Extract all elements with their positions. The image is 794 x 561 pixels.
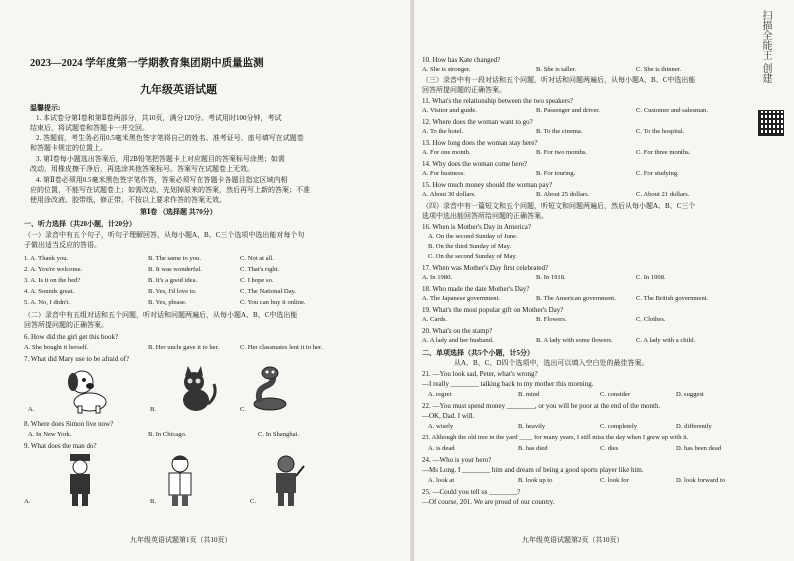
option: B. It's a good idea. (148, 277, 198, 284)
option: C. look for (600, 477, 629, 484)
option: B. She is taller. (536, 66, 577, 73)
option: A. About 30 dollars. (422, 191, 476, 198)
notice-line: 3. 第Ⅰ卷每小题选出答案后，用2B铅笔把答题卡上对应题目的答案标号涂黑；如需 (36, 155, 285, 163)
option: D. look forward to (676, 477, 726, 484)
option: D. has been dead (676, 445, 722, 452)
option: 3. A. Is it on the bed? (24, 277, 81, 284)
option: C. She is thinner. (636, 66, 682, 73)
page-footer: 九年级英语试题第2页（共10页） (522, 536, 624, 544)
question: 13. How long does the woman stay here? (422, 139, 538, 147)
section-instruction: 回答所提问题的正确答案。 (24, 321, 108, 329)
option: A. look at (428, 477, 455, 484)
option: A. In 1980. (422, 274, 453, 281)
section-instruction: 从A、B、C、D四个选项中，选出可以填入空白处的最佳答案。 (454, 359, 649, 367)
question: 19. What's the most popular gift on Mother's Day? (422, 306, 564, 314)
notice-heading: 温馨提示: (30, 104, 61, 112)
section-heading: 二、单项选择（共5个小题，计5分） (422, 349, 534, 357)
scanner-watermark-text: 扫描全能王 创建 (760, 10, 771, 84)
notice-line: 4. 第Ⅱ卷必须用0.5毫米黑色签字笔作答，答案必须写在答题卡各题目指定区域内相 (36, 176, 288, 184)
option: A. Visitor and guide. (422, 107, 477, 114)
question: 9. What does the man do? (24, 442, 97, 450)
option: B. Yes, please. (148, 299, 187, 306)
picture-label: B. (150, 406, 157, 413)
dog-picture (60, 366, 116, 414)
option: A. The Japanese government. (422, 295, 501, 302)
picture-label: B. (150, 498, 157, 505)
option: C. In 1908. (636, 274, 666, 281)
option: C. The National Day. (240, 288, 297, 295)
question: 23. Although the old tree in the yard ____ for many years, I still miss the day when I grew up with it. (422, 434, 689, 441)
question: 12. Where does the woman want to go? (422, 118, 533, 126)
question: 24. —Who is your hero? (422, 456, 492, 464)
option: C. A lady with a child. (636, 337, 696, 344)
option: B. has died (518, 445, 548, 452)
option: B. For two months. (536, 149, 588, 156)
option: D. suggest (676, 391, 704, 398)
worker-picture (268, 452, 308, 508)
option: 2. A. You're welcome. (24, 266, 83, 273)
option: C. Not at all. (240, 255, 274, 262)
option: A. On the second Sunday of June. (428, 233, 518, 240)
policeman-picture (60, 452, 100, 508)
notice-line: 和答题卡规定的位置上。 (30, 144, 107, 152)
qr-code-icon (758, 110, 784, 136)
doctor-picture (160, 452, 200, 508)
section-instruction: 选项中选出能回答所给问题的正确答案。 (422, 212, 548, 220)
section-instruction: （三）录音中有一段对话和五个问题，听对话和问题两遍后，从每小题A、B、C中选出能 (422, 76, 696, 84)
question: 8. Where does Simon live now? (24, 420, 114, 428)
notice-line: 使用涂改液、胶带纸、修正带。不按以上要求作答的答案无效。 (30, 196, 226, 204)
section-instruction: 子做出适当反应的答语。 (24, 241, 101, 249)
question: 22. —You must spend money ________, or you will be poor at the end of the month. (422, 402, 661, 410)
option: B. On the third Sunday of May. (428, 243, 512, 250)
option: B. To the cinema. (536, 128, 583, 135)
option: C. Her classmates lent it to her. (240, 344, 323, 351)
page-footer: 九年级英语试题第1页（共10页） (130, 536, 232, 544)
option: B. A lady with some flowers. (536, 337, 613, 344)
snake-picture (248, 364, 294, 414)
notice-line: 2. 答题前，考生务必用0.5毫米黑色签字笔将自己的姓名、准考证号、座号填写在试题卷 (36, 134, 304, 142)
question: 15. How much money should the woman pay? (422, 181, 553, 189)
section-instruction: 回答所提问题的正确答案。 (422, 86, 506, 94)
notice-line: 结束后，将试题卷和答题卡一并交回。 (30, 124, 149, 132)
option: A. To the hotel. (422, 128, 463, 135)
question: 14. Why does the woman come here? (422, 160, 528, 168)
option: C. For three months. (636, 149, 691, 156)
question: 18. Who made the date Mother's Day? (422, 285, 530, 293)
picture-label: C. (240, 406, 247, 413)
option: A. In New York. (28, 431, 72, 438)
option: C. completely (600, 423, 637, 430)
option: C. Customer and salesman. (636, 107, 708, 114)
option: B. In 1918. (536, 274, 566, 281)
option: A. She bought it herself. (24, 344, 89, 351)
option: B. It was wonderful. (148, 266, 203, 273)
option: C. For studying. (636, 170, 679, 177)
option: C. You can buy it online. (240, 299, 306, 306)
option: C. On the second Sunday of May. (428, 253, 517, 260)
question: 7. What did Mary use to be afraid of? (24, 355, 130, 363)
option: C. I hope so. (240, 277, 274, 284)
option: C. dies (600, 445, 619, 452)
notice-line: 改动，用橡皮擦干净后，再选涂其他答案标号。答案写在试题卷上无效。 (30, 165, 254, 173)
exam-subtitle: 九年级英语试题 (140, 84, 217, 96)
section-instruction: （一）录音中有五个句子，听句子理解回答，从每小题A、B、C三个选项中选出能对每个句 (24, 231, 305, 239)
option: C. About 21 dollars. (636, 191, 690, 198)
question: 10. How has Kate changed? (422, 56, 501, 64)
option: 5. A. No, I didn't. (24, 299, 70, 306)
right-page (414, 0, 794, 561)
option: C. Clothes. (636, 316, 666, 323)
question: —Ms Long. I ________ him and dream of being a good sports player like him. (422, 466, 644, 474)
section-instruction: （二）录音中有五组对话和五个问题，听对话和问题两遍后，从每小题A、B、C中选出能 (24, 311, 298, 319)
option: B. The American government. (536, 295, 616, 302)
part1-heading: 第Ⅰ卷 （选择题 共70分） (140, 208, 217, 216)
option: A. For business. (422, 170, 465, 177)
option: A. A lady and her husband. (422, 337, 494, 344)
option: B. Passenger and driver. (536, 107, 600, 114)
question: 17. When was Mother's Day first celebrated? (422, 264, 549, 272)
option: B. Yes, I'd love to. (148, 288, 197, 295)
option: C. The British government. (636, 295, 709, 302)
option: A. Cards. (422, 316, 448, 323)
option: B. heavily (518, 423, 546, 430)
option: 4. A. Sounds great. (24, 288, 75, 295)
notice-line: 1. 本试卷分第Ⅰ卷和第Ⅱ卷两部分，共10页，满分120分。考试用时100分钟，考试 (36, 114, 282, 122)
option: C. In Shanghai. (258, 431, 300, 438)
picture-label: A. (24, 498, 31, 505)
question: 11. What's the relationship between the two speakers? (422, 97, 573, 105)
option: A. is dead (428, 445, 455, 452)
option: A. wisely (428, 423, 454, 430)
option: A. regret (428, 391, 452, 398)
option: B. Her uncle gave it to her. (148, 344, 220, 351)
question: 21. —You look sad, Peter, what's wrong? (422, 370, 538, 378)
section-instruction: （四）录音中有一篇短文和五个问题，听短文和问题两遍后，然后从每小题A、B、C三个 (422, 202, 696, 210)
section-heading: 一、听力选择（共20小题，计20分） (24, 220, 136, 228)
cat-picture (170, 366, 220, 414)
question: —OK, Dad. I will. (422, 412, 475, 420)
option: B. For touring. (536, 170, 576, 177)
question: —I really ________ talking back to my mother this morning. (422, 380, 594, 388)
option: B. About 25 dollars. (536, 191, 590, 198)
option: A. For one month. (422, 149, 471, 156)
option: D. differently (676, 423, 712, 430)
option: B. In Chicago. (148, 431, 187, 438)
exam-title: 2023—2024 学年度第一学期教育集团期中质量监测 (30, 58, 264, 69)
question: —Of course, 201. We are proud of our country. (422, 498, 555, 506)
notice-line: 应的位置，不能写在试题卷上；如需改动，先划掉原来的答案，然后再写上新的答案；不准 (30, 186, 310, 194)
picture-label: C. (250, 498, 257, 505)
option: C. That's right. (240, 266, 280, 273)
option: B. mind (518, 391, 540, 398)
question: 6. How did the girl get this book? (24, 333, 119, 341)
question: 25. —Could you tell us ________? (422, 488, 521, 496)
option: B. look up to (518, 477, 553, 484)
question: 20. What's on the stamp? (422, 327, 493, 335)
question: 16. When is Mother's Day in America? (422, 223, 532, 231)
option: 1. A. Thank you. (24, 255, 69, 262)
option: C. consider (600, 391, 631, 398)
picture-label: A. (28, 406, 35, 413)
option: A. She is stronger. (422, 66, 471, 73)
option: B. The same to you. (148, 255, 201, 262)
option: B. Flowers. (536, 316, 567, 323)
option: C. To the hospital. (636, 128, 685, 135)
